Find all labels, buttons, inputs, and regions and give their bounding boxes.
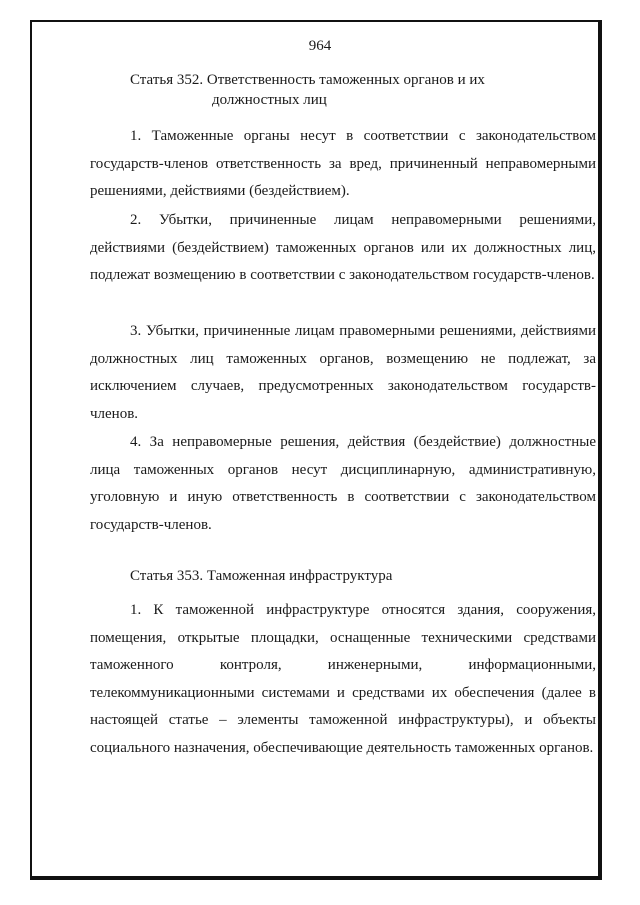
- article-352-paragraph-1: 1. Таможенные органы несут в соответствии с законодательством государств-членов ответственность за вред, причиненный неправомерными решениями, действиями (бездействием).: [90, 128, 596, 199]
- article-352-paragraph-2: 2. Убытки, причиненные лицам неправомерными решениями, действиями (бездействием) таможенных органов или их должностных лиц, подлежат возмещению в соответствии с законодательством государств-членов.: [90, 212, 596, 283]
- article-352-paragraph-4: 4. За неправомерные решения, действия (бездействие) должностные лица таможенных органов несут дисциплинарную, административную, уголовную и иную ответственность в соответствии с законодательством государств-членов.: [90, 434, 596, 533]
- article-352-heading: [130, 70, 485, 110]
- article-352-title-line1: Статья 352. Ответственность таможенных органов и их: [130, 72, 485, 88]
- article-352-paragraph-3: 3. Убытки, причиненные лицам правомерными решениями, действиями должностных лиц таможенных органов, возмещению не подлежат, за исключением случаев, предусмотренных законодательством государств-членов.: [90, 323, 596, 422]
- article-352-title-line2: должностных лиц: [212, 92, 327, 108]
- article-353-heading: Статья 353. Таможенная инфраструктура: [130, 568, 393, 584]
- article-353-paragraph-1: 1. К таможенной инфраструктуре относятся здания, сооружения, помещения, открытые площадки, оснащенные техническими средствами таможенного контроля, инженерными, информационными, телекоммуникационными системами и средствами их обеспечения (далее в настоящей статье – элементы таможенной инфраструктуры), и объекты социального назначения, обеспечивающие деятельность таможенных органов.: [90, 602, 596, 756]
- page-number: 964: [308, 38, 332, 54]
